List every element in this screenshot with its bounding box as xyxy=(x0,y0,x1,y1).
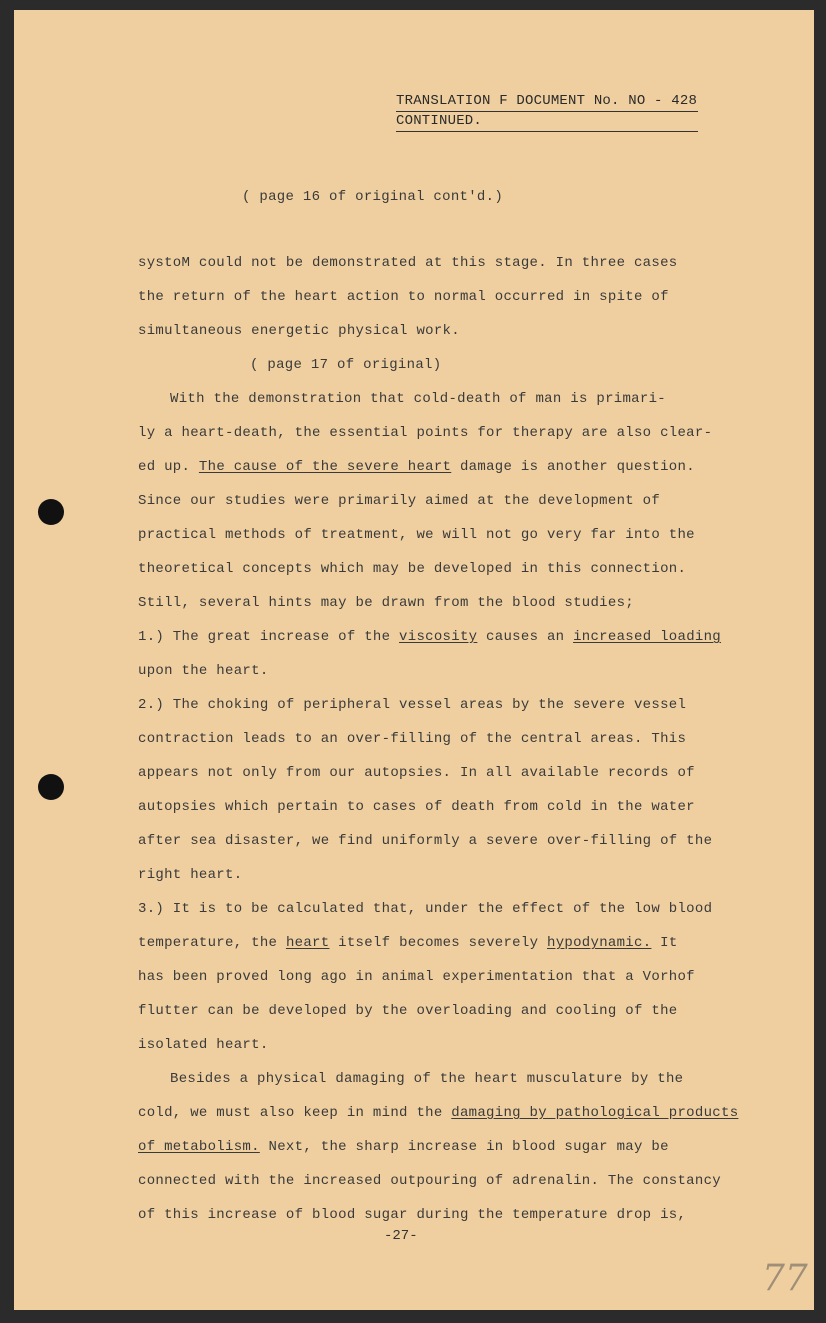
body-line: Still, several hints may be drawn from the blood studies; xyxy=(138,595,634,611)
body-line: connected with the increased outpouring of adrenalin. The constancy xyxy=(138,1173,721,1189)
handwritten-page-mark: 77 xyxy=(762,1258,808,1299)
body-line: the return of the heart action to normal occurred in spite of xyxy=(138,289,669,305)
body-line: has been proved long ago in animal experimentation that a Vorhof xyxy=(138,969,695,985)
page-note-17: ( page 17 of original) xyxy=(250,357,442,373)
body-line: appears not only from our autopsies. In all available records of xyxy=(138,765,695,781)
underlined-phrase: of metabolism. xyxy=(138,1139,260,1155)
page-number: -27- xyxy=(384,1228,418,1244)
underlined-phrase: damaging by pathological products xyxy=(451,1105,739,1121)
punch-hole-top xyxy=(38,499,64,525)
point-1-line: 1.) The great increase of the viscosity causes an increased loading xyxy=(138,629,722,645)
underlined-phrase: increased loading xyxy=(573,629,722,645)
body-line: after sea disaster, we find uniformly a severe over-filling of the xyxy=(138,833,713,849)
body-line: ed up. The cause of the severe heart damage is another question. xyxy=(138,459,695,475)
point-2-line: 2.) The choking of peripheral vessel areas by the severe vessel xyxy=(138,697,687,713)
body-line: isolated heart. xyxy=(138,1037,269,1053)
body-line: simultaneous energetic physical work. xyxy=(138,323,460,339)
punch-hole-bottom xyxy=(38,774,64,800)
body-line: ly a heart-death, the essential points for therapy are also clear- xyxy=(138,425,713,441)
body-line: temperature, the heart itself becomes severely hypodynamic. It xyxy=(138,935,678,951)
point-3-line: 3.) It is to be calculated that, under the effect of the low blood xyxy=(138,901,713,917)
body-line: systoM could not be demonstrated at this stage. In three cases xyxy=(138,255,678,271)
underlined-phrase: The cause of the severe heart xyxy=(198,459,452,475)
header-continued: CONTINUED. xyxy=(396,112,698,132)
header-title: TRANSLATION F DOCUMENT No. NO - 428 xyxy=(396,92,698,112)
body-line: autopsies which pertain to cases of death from cold in the water xyxy=(138,799,695,815)
page-note-16: ( page 16 of original cont'd.) xyxy=(242,189,504,205)
body-line: flutter can be developed by the overloading and cooling of the xyxy=(138,1003,678,1019)
body-line: of metabolism. Next, the sharp increase in blood sugar may be xyxy=(138,1139,669,1155)
body-line: Since our studies were primarily aimed at the development of xyxy=(138,493,661,509)
body-line: upon the heart. xyxy=(138,663,269,679)
body-line: cold, we must also keep in mind the damaging by pathological products xyxy=(138,1105,739,1121)
body-line: right heart. xyxy=(138,867,243,883)
body-line: theoretical concepts which may be developed in this connection. xyxy=(138,561,687,577)
underlined-word: heart xyxy=(285,935,330,951)
body-line: With the demonstration that cold-death of man is primari- xyxy=(170,391,666,407)
underlined-word: hypodynamic. xyxy=(547,935,652,951)
document-page xyxy=(14,10,814,1310)
document-header xyxy=(396,92,698,132)
underlined-word: viscosity xyxy=(399,629,478,645)
body-line: practical methods of treatment, we will not go very far into the xyxy=(138,527,695,543)
body-line: Besides a physical damaging of the heart musculature by the xyxy=(170,1071,684,1087)
body-line: of this increase of blood sugar during the temperature drop is, xyxy=(138,1207,687,1223)
body-line: contraction leads to an over-filling of the central areas. This xyxy=(138,731,687,747)
